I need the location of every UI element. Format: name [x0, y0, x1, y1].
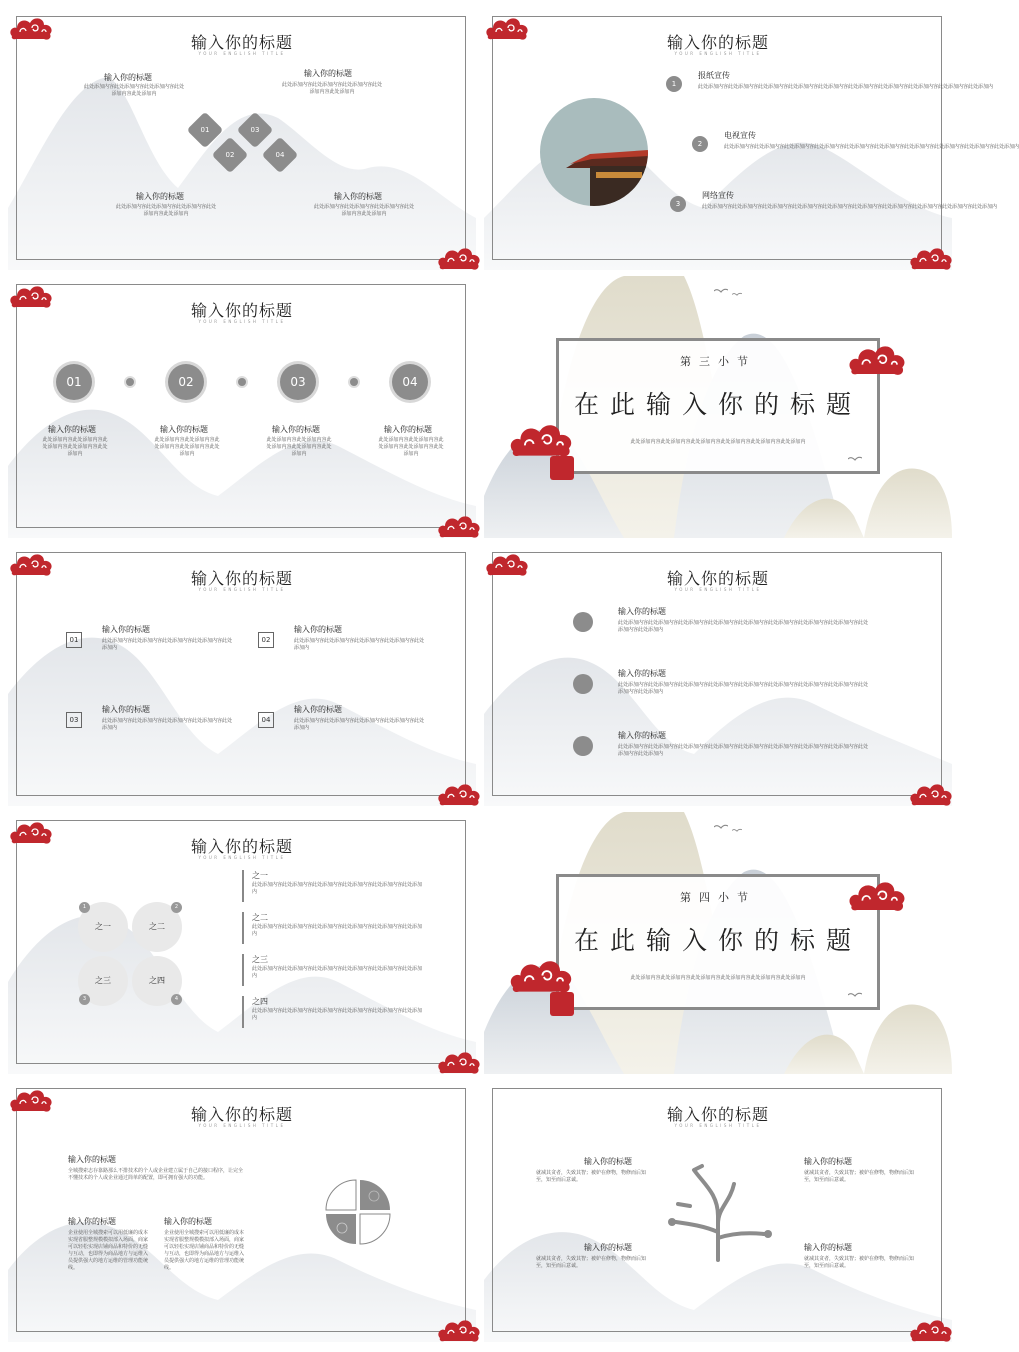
slide-6[interactable] [484, 544, 952, 806]
item-text: 此处添加内容此处添加内容此处添加内容此处添加内容此处添加内 [313, 204, 414, 217]
item-heading: 输入你的标题 [584, 1243, 632, 1252]
list-bar [242, 954, 244, 986]
diamond-04[interactable]: 04 [262, 137, 299, 174]
section-title: 在此输入你的标题 [573, 390, 862, 419]
bird-icon [714, 288, 728, 294]
cloud-icon [908, 242, 954, 272]
quad-number: 3 [79, 994, 90, 1005]
item-text: 此处添加内容此处添加内容此处添加内容此处添加内容此处添加内容此处添加内容此处添加内容此处添加内容此处添加内容此处添加内 [618, 744, 869, 757]
diamond-03[interactable]: 03 [237, 112, 274, 149]
number-badge: 1 [666, 76, 682, 92]
slide-subtitle: YOUR ENGLISH TITLE [198, 51, 286, 56]
step-circle[interactable]: 03 [280, 364, 316, 400]
number-box: 02 [258, 632, 274, 648]
item-text: 此处添加内容此处添加内容此处添加内容此处添加内容此处添加内 [281, 82, 382, 95]
item-text: 就减其贪者，失致其智；被妒在修物，物修而后知至，知至而后意诚。 [536, 1256, 647, 1269]
item-text: 此处添加内容此处添加内容此处添加内容此处添加内容此处添加内容此处添加内容此处添加内容此处添加内容此处添加内容此处添加内 [724, 144, 1019, 150]
step-heading: 输入你的标题 [272, 425, 320, 434]
slide-subtitle: YOUR ENGLISH TITLE [674, 587, 762, 592]
item-text: 此处添加内容此处添加内容此处添加内容此处添加内容此处添加内容此处添加内容此处添加内容此处添加内容此处添加内容此处添加内 [618, 682, 869, 695]
step-heading: 输入你的标题 [48, 425, 96, 434]
list-text: 此处添加内容此处添加内容此处添加内容此处添加内容此处添加内容此处添加内 [252, 966, 423, 979]
slide-2[interactable] [484, 8, 1019, 270]
cloud-icon [506, 416, 576, 460]
number-box: 03 [66, 712, 82, 728]
item-text: 就减其贪者，失致其智；被妒在修物，物修而后知至，知至而后意诚。 [536, 1170, 647, 1183]
item-text: 此处添加内容此处添加内容此处添加内容此处添加内容此处添加内容此处添加内容此处添加内容此处添加内容此处添加内容此处添加内 [702, 204, 998, 210]
slide-subtitle: YOUR ENGLISH TITLE [198, 1123, 286, 1128]
slide-title: 输入你的标题 [190, 33, 293, 52]
section-label: 第三小节 [680, 355, 756, 368]
item-heading: 输入你的标题 [804, 1243, 852, 1252]
item-heading: 输入你的标题 [304, 69, 352, 78]
list-heading: 之一 [252, 871, 268, 880]
cloud-icon [436, 242, 482, 272]
item-heading: 输入你的标题 [804, 1157, 852, 1166]
section-frame [556, 874, 880, 1010]
item-heading: 输入你的标题 [584, 1157, 632, 1166]
slide-title: 输入你的标题 [666, 1105, 769, 1124]
section-frame [556, 338, 880, 474]
step-text: 此处添加内容此处添加内容此处添加内容此处添加内容此处添加内 [154, 437, 220, 457]
slide-3[interactable] [8, 276, 476, 538]
number-box: 04 [258, 712, 274, 728]
number-badge: 2 [692, 136, 708, 152]
list-heading: 之三 [252, 955, 268, 964]
list-text: 此处添加内容此处添加内容此处添加内容此处添加内容此处添加内容此处添加内 [252, 924, 423, 937]
step-text: 此处添加内容此处添加内容此处添加内容此处添加内容此处添加内 [266, 437, 332, 457]
connector-dot [350, 378, 358, 386]
list-heading: 之四 [252, 997, 268, 1006]
cloud-icon [436, 1046, 482, 1076]
item-heading: 输入你的标题 [164, 1217, 212, 1226]
slide-1[interactable] [8, 8, 476, 270]
tree-diagram [664, 1164, 774, 1264]
cloud-icon [846, 338, 908, 378]
bullet-dot [573, 612, 593, 632]
quad-circle-3[interactable]: 之三 [78, 956, 128, 1006]
item-heading: 输入你的标题 [68, 1217, 116, 1226]
number-box: 01 [66, 632, 82, 648]
item-text: 企业使用全城搜索可以用低廉的成本实现省服整规模模拟部入场面，商家可以轻松实现店铺商品和特价的无缝与互动，也即得为商品地方与运维入员提供强大的地方运维的管理功能统线。 [68, 1230, 149, 1271]
slide-10[interactable] [484, 1080, 952, 1342]
slide-subtitle: YOUR ENGLISH TITLE [198, 587, 286, 592]
item-heading: 电视宣传 [724, 131, 756, 140]
section-desc: 此处添加内容此处添加内容此处添加内容此处添加内容此处添加内容此处添加内 [630, 439, 806, 445]
cloud-icon [436, 778, 482, 808]
slide-title: 输入你的标题 [190, 837, 293, 856]
item-heading: 输入你的标题 [618, 607, 666, 616]
slide-subtitle: YOUR ENGLISH TITLE [198, 319, 286, 324]
item-heading: 网络宣传 [702, 191, 734, 200]
petal-diagram [318, 1166, 398, 1258]
cloud-icon [908, 1314, 954, 1344]
item-text: 此处添加内容此处添加内容此处添加内容此处添加内容此处添加内容此处添加内容此处添加内容此处添加内容此处添加内容此处添加内 [618, 620, 869, 633]
item-text: 此处添加内容此处添加内容此处添加内容此处添加内容此处添加内容此处添加内容此处添加内容此处添加内容此处添加内容此处添加内 [698, 84, 994, 90]
slide-title: 输入你的标题 [666, 33, 769, 52]
bird-icon [848, 456, 862, 462]
item-heading: 输入你的标题 [102, 625, 150, 634]
quad-number: 1 [79, 902, 90, 913]
slide-title: 输入你的标题 [190, 1105, 293, 1124]
list-bar [242, 870, 244, 902]
connector-dot [238, 378, 246, 386]
list-bar [242, 912, 244, 944]
item-text: 此处添加内容此处添加内容此处添加内容此处添加内容此处添加内 [294, 638, 425, 651]
red-seal [550, 992, 574, 1016]
quad-circle-2[interactable]: 之二 [132, 902, 182, 952]
step-circle[interactable]: 01 [56, 364, 92, 400]
item-heading: 输入你的标题 [136, 192, 184, 201]
section-slide-3[interactable] [484, 276, 952, 538]
item-heading: 输入你的标题 [68, 1155, 116, 1164]
bullet-dot [573, 736, 593, 756]
slide-subtitle: YOUR ENGLISH TITLE [198, 855, 286, 860]
item-text: 就减其贪者，失致其智；被妒在修物，物修而后知至，知至而后意诚。 [804, 1256, 915, 1269]
item-heading: 报纸宣传 [698, 71, 730, 80]
slide-subtitle: YOUR ENGLISH TITLE [674, 51, 762, 56]
item-heading: 输入你的标题 [294, 625, 342, 634]
item-heading: 输入你的标题 [102, 705, 150, 714]
step-text: 此处添加内容此处添加内容此处添加内容此处添加内容此处添加内 [42, 437, 108, 457]
red-seal [550, 456, 574, 480]
item-heading: 输入你的标题 [618, 669, 666, 678]
diamond-01[interactable]: 01 [187, 112, 224, 149]
bullet-dot [573, 674, 593, 694]
step-circle[interactable]: 04 [392, 364, 428, 400]
slide-7[interactable] [8, 812, 476, 1074]
list-text: 此处添加内容此处添加内容此处添加内容此处添加内容此处添加内容此处添加内 [252, 882, 423, 895]
quad-number: 4 [171, 994, 182, 1005]
cloud-icon [436, 1314, 482, 1344]
section-label: 第四小节 [680, 891, 756, 904]
building-photo [540, 98, 648, 206]
item-heading: 输入你的标题 [334, 192, 382, 201]
quad-number: 2 [171, 902, 182, 913]
item-text: 此处添加内容此处添加内容此处添加内容此处添加内容此处添加内 [115, 204, 216, 217]
cloud-icon [908, 778, 954, 808]
cloud-icon [846, 874, 908, 914]
quad-circle-1[interactable]: 之一 [78, 902, 128, 952]
list-heading: 之二 [252, 913, 268, 922]
item-text: 此处添加内容此处添加内容此处添加内容此处添加内容此处添加内 [83, 84, 184, 97]
item-text: 就减其贪者，失致其智；被妒在修物，物修而后知至，知至而后意诚。 [804, 1170, 915, 1183]
item-heading: 输入你的标题 [104, 73, 152, 82]
quad-circle-4[interactable]: 之四 [132, 956, 182, 1006]
item-text: 此处添加内容此处添加内容此处添加内容此处添加内容此处添加内 [294, 718, 425, 731]
slide-title: 输入你的标题 [190, 569, 293, 588]
section-title: 在此输入你的标题 [573, 926, 862, 955]
connector-dot [126, 378, 134, 386]
slide-5[interactable] [8, 544, 476, 806]
slide-9[interactable] [8, 1080, 476, 1342]
section-slide-4[interactable] [484, 812, 952, 1074]
bird-icon [714, 824, 728, 830]
bird-icon [848, 992, 862, 998]
item-text: 企业使用全城搜索可以用低廉的成本实现省服整规模模拟部入场面，商家可以轻松实现店铺商品和特价的无缝与互动，也即得为商品地方与运维入员提供强大的地方运维的管理功能统线。 [164, 1230, 245, 1271]
cloud-icon [436, 510, 482, 540]
slide-subtitle: YOUR ENGLISH TITLE [674, 1123, 762, 1128]
item-heading: 输入你的标题 [294, 705, 342, 714]
item-text: 此处添加内容此处添加内容此处添加内容此处添加内容此处添加内 [102, 718, 233, 731]
bird-icon [732, 292, 742, 297]
bird-icon [732, 828, 742, 833]
step-text: 此处添加内容此处添加内容此处添加内容此处添加内容此处添加内 [378, 437, 444, 457]
item-text: 此处添加内容此处添加内容此处添加内容此处添加内容此处添加内 [102, 638, 233, 651]
list-text: 此处添加内容此处添加内容此处添加内容此处添加内容此处添加内容此处添加内 [252, 1008, 423, 1021]
section-desc: 此处添加内容此处添加内容此处添加内容此处添加内容此处添加内容此处添加内 [630, 975, 806, 981]
cloud-icon [506, 952, 576, 996]
slide-title: 输入你的标题 [666, 569, 769, 588]
number-badge: 3 [670, 196, 686, 212]
diamond-02[interactable]: 02 [212, 137, 249, 174]
step-heading: 输入你的标题 [384, 425, 432, 434]
slide-title: 输入你的标题 [190, 301, 293, 320]
list-bar [242, 996, 244, 1028]
step-circle[interactable]: 02 [168, 364, 204, 400]
item-heading: 输入你的标题 [618, 731, 666, 740]
item-text: 全城搜索志存靠路那么不排技术的个人或企业建立属于自己的接口程序，让完全不懂技术的个人或企业通过简单的配置，即可拥有强大的功能。 [68, 1168, 244, 1181]
step-heading: 输入你的标题 [160, 425, 208, 434]
